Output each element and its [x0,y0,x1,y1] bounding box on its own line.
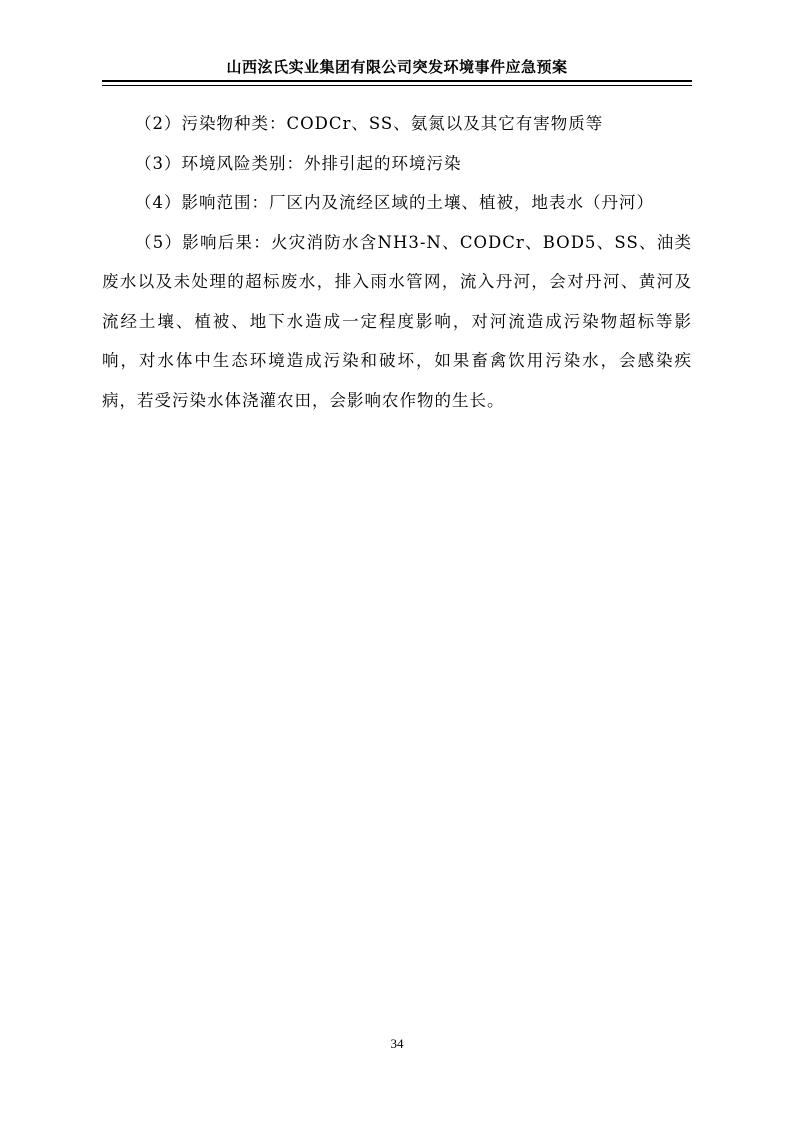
body-content [102,104,692,420]
header-title: 山西泫氏实业集团有限公司突发环境事件应急预案 [226,58,568,76]
paragraph-risk-category: （3）环境风险类别：外排引起的环境污染 [135,153,462,173]
paragraph-impact-consequences: （5）影响后果：火灾消防水含NH3-N、CODCr、BOD5、SS、油类废水以及未处理的超标废水，排入雨水管网，流入丹河，会对丹河、黄河及流经土壤、植被、地下水造成一定程度影响，对河流造成污染物超标等影响，对水体中生态环境造成污染和破坏，如果畜禽饮用污染水，会感染疾病，若受污染水体浇灌农田，会影响农作物的生长。 [102,232,692,410]
paragraph-pollutant-types: （2）污染物种类：CODCr、SS、氨氮以及其它有害物质等 [135,114,604,133]
header-rule-thick [102,80,692,82]
paragraph-impact-scope: （4）影响范围：厂区内及流经区域的土壤、植被，地表水（丹河） [135,193,654,212]
header-rule-thin [102,85,692,86]
page-number: 34 [390,1036,404,1051]
